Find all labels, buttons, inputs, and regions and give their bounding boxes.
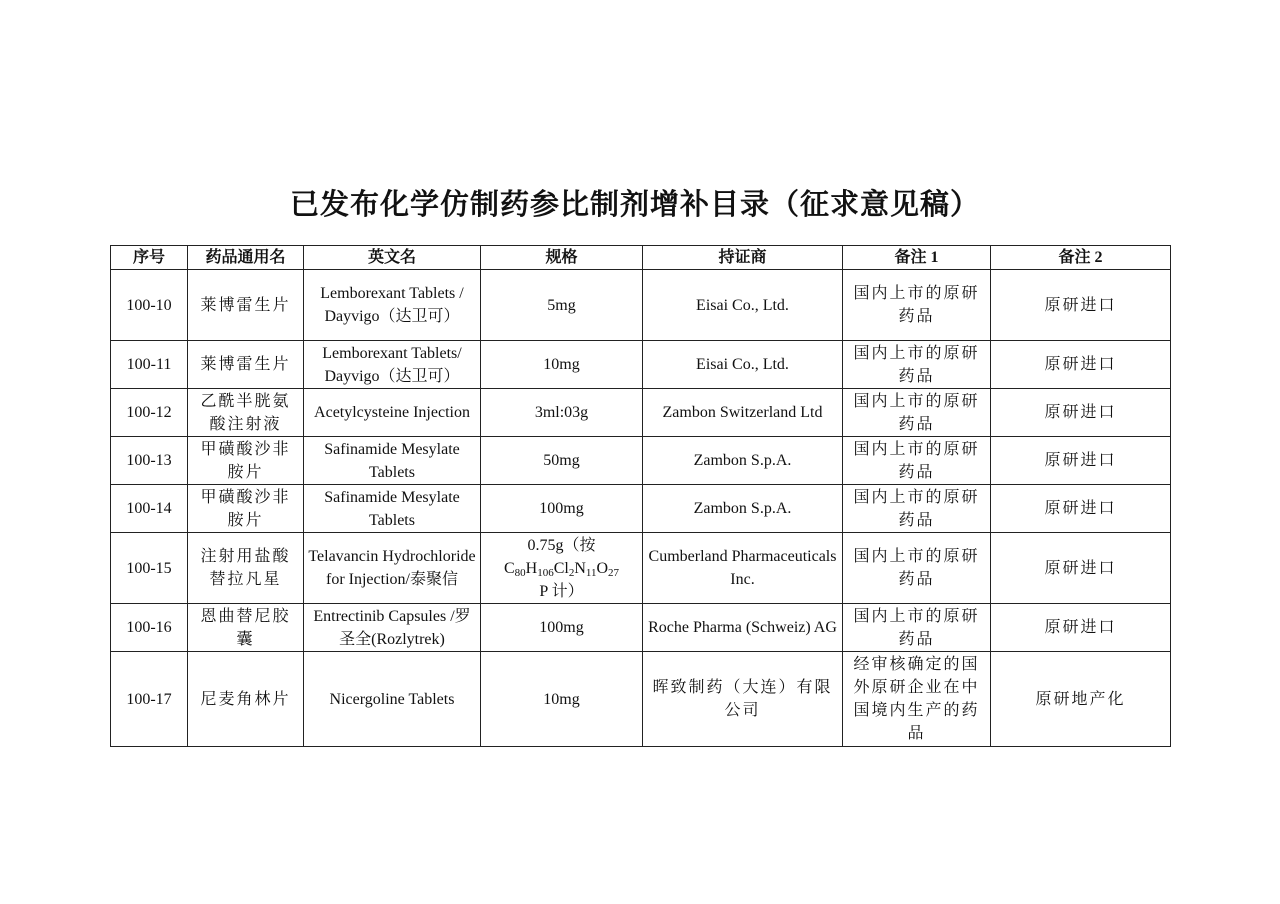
table-row [111,604,1171,652]
cell-name: 乙酰半胱氨酸注射液 [188,389,304,437]
cell-spec: 100mg [481,604,643,652]
cell-no: 100-17 [111,652,188,747]
cell-note2: 原研进口 [991,485,1171,533]
cell-holder: Eisai Co., Ltd. [643,270,843,341]
cell-holder: Eisai Co., Ltd. [643,341,843,389]
cell-note2: 原研地产化 [991,652,1171,747]
col-header-spec: 规格 [481,246,643,270]
document-title: 已发布化学仿制药参比制剂增补目录（征求意见稿） [289,189,980,221]
cell-note2: 原研进口 [991,437,1171,485]
spec-prefix: 0.75g（按 [527,536,596,554]
cell-english: Safinamide Mesylate Tablets [304,485,481,533]
cell-no: 100-12 [111,389,188,437]
cell-spec: 5mg [481,270,643,341]
cell-spec: 50mg [481,437,643,485]
cell-note2: 原研进口 [991,533,1171,604]
cell-english: Nicergoline Tablets [304,652,481,747]
cell-note1: 经审核确定的国外原研企业在中国境内生产的药品 [843,652,991,747]
cell-english: Acetylcysteine Injection [304,389,481,437]
cell-no: 100-13 [111,437,188,485]
cell-english: Safinamide Mesylate Tablets [304,437,481,485]
cell-english: Telavancin Hydrochloride for Injection/泰聚信 [304,533,481,604]
col-header-no: 序号 [111,246,188,270]
cell-holder: Roche Pharma (Schweiz) AG [643,604,843,652]
col-header-holder: 持证商 [643,246,843,270]
cell-name: 莱博雷生片 [188,270,304,341]
cell-note2: 原研进口 [991,270,1171,341]
cell-holder: Cumberland Pharmaceuticals Inc. [643,533,843,604]
cell-name: 尼麦角林片 [188,652,304,747]
table-row [111,270,1171,341]
cell-spec: 10mg [481,341,643,389]
cell-name: 注射用盐酸替拉凡星 [188,533,304,604]
cell-note1: 国内上市的原研药品 [843,341,991,389]
cell-no: 100-14 [111,485,188,533]
cell-holder: Zambon Switzerland Ltd [643,389,843,437]
cell-name: 恩曲替尼胶囊 [188,604,304,652]
cell-note1: 国内上市的原研药品 [843,533,991,604]
table-row [111,389,1171,437]
cell-note1: 国内上市的原研药品 [843,604,991,652]
cell-note2: 原研进口 [991,604,1171,652]
table-header-row [111,246,1171,270]
cell-english: Lemborexant Tablets / Dayvigo（达卫可） [304,270,481,341]
col-header-name: 药品通用名 [188,246,304,270]
cell-name: 甲磺酸沙非胺片 [188,485,304,533]
col-header-note1: 备注 1 [843,246,991,270]
cell-spec: 10mg [481,652,643,747]
table-row [111,652,1171,747]
table-row [111,485,1171,533]
cell-no: 100-16 [111,604,188,652]
table-row [111,533,1171,604]
cell-no: 100-11 [111,341,188,389]
cell-spec: 100mg [481,485,643,533]
cell-name: 莱博雷生片 [188,341,304,389]
cell-english: Lemborexant Tablets/ Dayvigo（达卫可） [304,341,481,389]
col-header-english: 英文名 [304,246,481,270]
cell-no: 100-15 [111,533,188,604]
molecular-formula: $C_{80}H_{106}Cl_2N_{11}O_{27}$ [503,559,620,579]
cell-note2: 原研进口 [991,389,1171,437]
reference-drug-table [110,245,1171,747]
cell-no: 100-10 [111,270,188,341]
cell-holder: 晖致制药（大连）有限公司 [643,652,843,747]
table-row [111,341,1171,389]
cell-note2: 原研进口 [991,341,1171,389]
cell-note1: 国内上市的原研药品 [843,270,991,341]
cell-name: 甲磺酸沙非胺片 [188,437,304,485]
cell-english: Entrectinib Capsules /罗圣全(Rozlytrek) [304,604,481,652]
col-header-note2: 备注 2 [991,246,1171,270]
cell-spec: 3ml:03g [481,389,643,437]
spec-suffix: P 计） [539,582,584,600]
cell-note1: 国内上市的原研药品 [843,389,991,437]
table-row [111,437,1171,485]
cell-holder: Zambon S.p.A. [643,485,843,533]
cell-holder: Zambon S.p.A. [643,437,843,485]
cell-note1: 国内上市的原研药品 [843,437,991,485]
cell-spec [481,533,643,604]
cell-note1: 国内上市的原研药品 [843,485,991,533]
